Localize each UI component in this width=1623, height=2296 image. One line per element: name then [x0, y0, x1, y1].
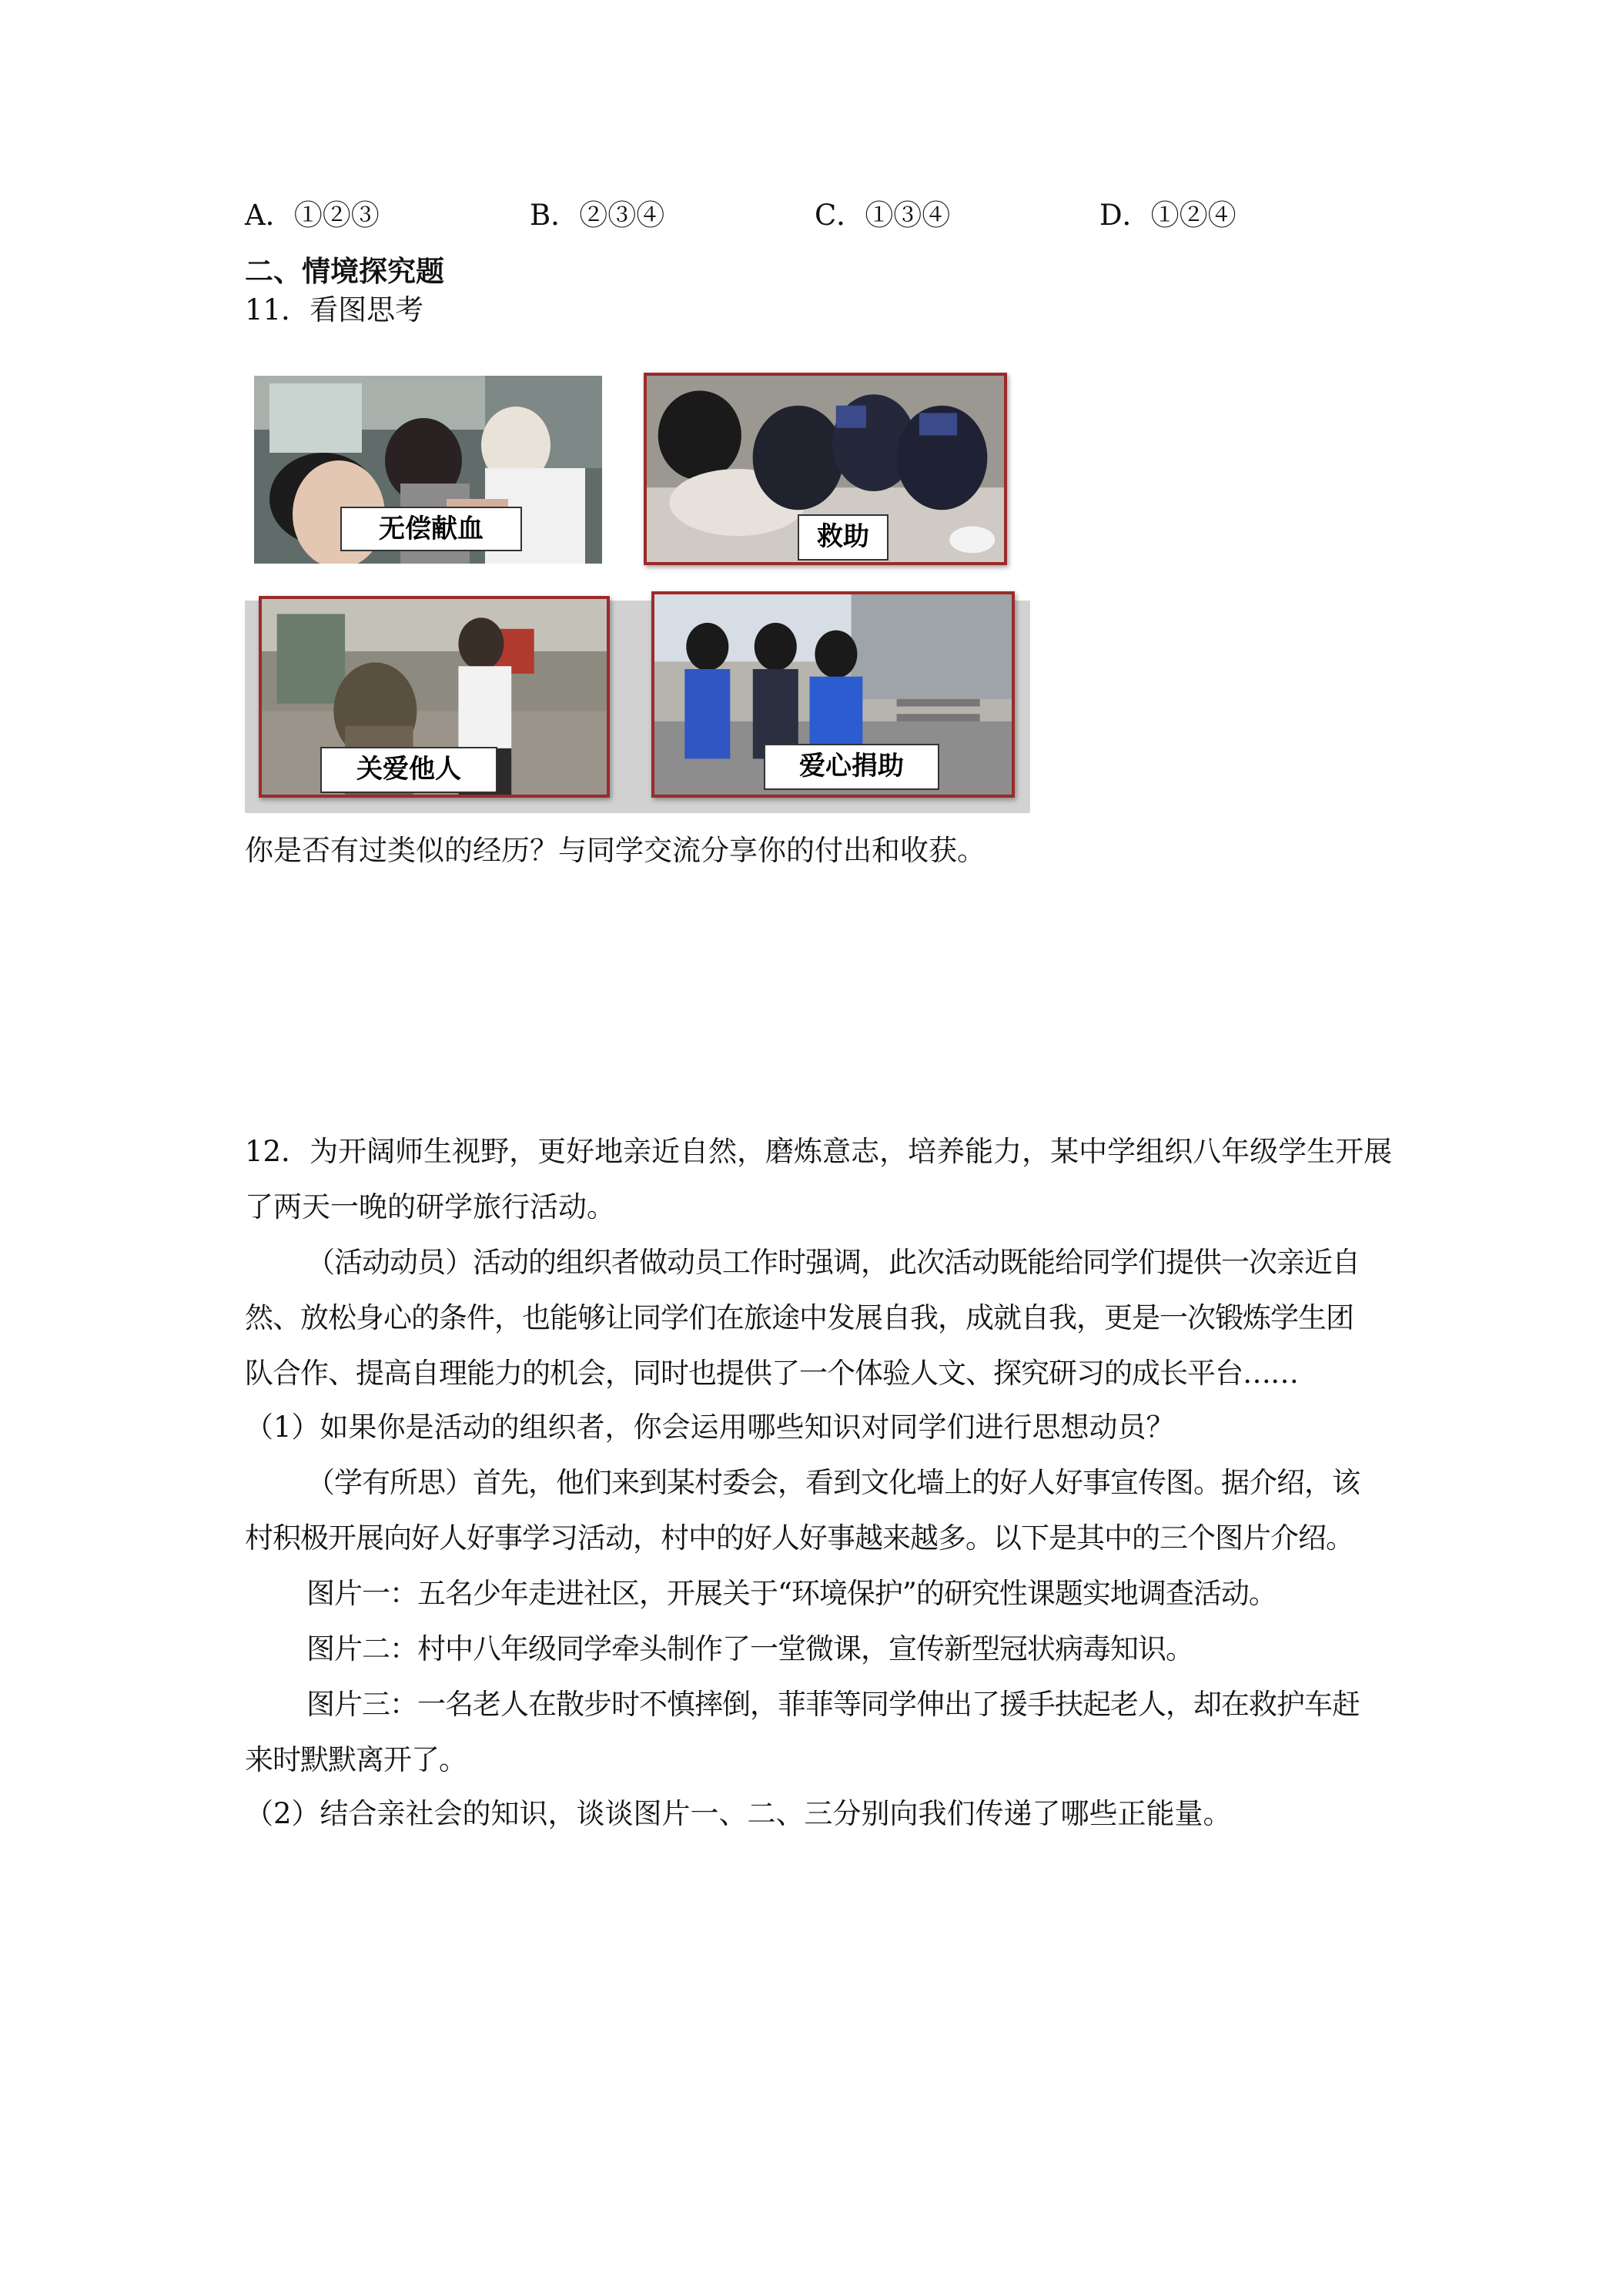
option-b: [530, 194, 664, 237]
option-b-letter: B．: [530, 199, 580, 232]
q12-mobilize-line1: （活动动员）活动的组织者做动员工作时强调，此次活动既能给同学们提供一次亲近自: [306, 1246, 1360, 1279]
q12-sub1: （1）如果你是活动的组织者，你会运用哪些知识对同学们进行思想动员？: [245, 1411, 1175, 1444]
option-b-text: ②③④: [579, 199, 665, 232]
option-c-letter: C．: [815, 199, 865, 232]
q12-learn-line1: （学有所思）首先，他们来到某村委会，看到文化墙上的好人好事宣传图。据介绍，该: [306, 1466, 1360, 1499]
option-d-text: ①②④: [1150, 199, 1236, 232]
option-c: [815, 194, 950, 237]
photo-rescue: [644, 373, 1007, 565]
option-d-letter: D．: [1099, 199, 1151, 232]
q12-pic1: 图片一：五名少年走进社区，开展关于“环境保护”的研究性课题实地调查活动。: [306, 1577, 1277, 1610]
option-a: [245, 194, 380, 237]
photo-collage: [245, 366, 1030, 813]
q11-title: 11．看图思考: [245, 293, 424, 326]
option-a-text: ①②③: [293, 199, 380, 232]
option-a-letter: A．: [245, 199, 294, 232]
q12-pic2: 图片二：村中八年级同学牵头制作了一堂微课，宣传新型冠状病毒知识。: [306, 1632, 1193, 1665]
q12-intro-line2: 了两天一晚的研学旅行活动。: [245, 1190, 615, 1223]
q12-sub2: （2）结合亲社会的知识，谈谈图片一、二、三分别向我们传递了哪些正能量。: [245, 1797, 1232, 1830]
q12-learn-line2: 村积极开展向好人好事学习活动，村中的好人好事越来越多。以下是其中的三个图片介绍。: [245, 1521, 1354, 1555]
q12-pic3-line1: 图片三：一名老人在散步时不慎摔倒，菲菲等同学伸出了援手扶起老人，却在救护车赶: [306, 1688, 1360, 1721]
photo-blood-donation: [254, 376, 602, 564]
q12-intro-line1: 12．为开阔师生视野，更好地亲近自然，磨炼意志，培养能力，某中学组织八年级学生开展: [245, 1135, 1393, 1168]
caption-rescue: 救助: [798, 514, 888, 561]
photo-caring: [259, 596, 610, 798]
photo-donation: [651, 591, 1015, 798]
caption-donation: 爱心捐助: [764, 744, 939, 790]
q12-mobilize-line2: 然、放松身心的条件，也能够让同学们在旅途中发展自我，成就自我，更是一次锻炼学生团: [245, 1301, 1354, 1334]
caption-blood-donation: 无偿献血: [340, 507, 522, 551]
option-c-text: ①③④: [865, 199, 951, 232]
caption-caring: 关爱他人: [320, 747, 497, 793]
option-d: [1099, 194, 1236, 237]
section-heading: 二、情境探究题: [245, 255, 444, 288]
q12-mobilize-line3: 队合作、提高自理能力的机会，同时也提供了一个体验人文、探究研习的成长平台……: [245, 1357, 1298, 1390]
q12-pic3-line2: 来时默默离开了。: [245, 1743, 467, 1776]
q11-prompt: 你是否有过类似的经历？与同学交流分享你的付出和收获。: [245, 834, 986, 867]
